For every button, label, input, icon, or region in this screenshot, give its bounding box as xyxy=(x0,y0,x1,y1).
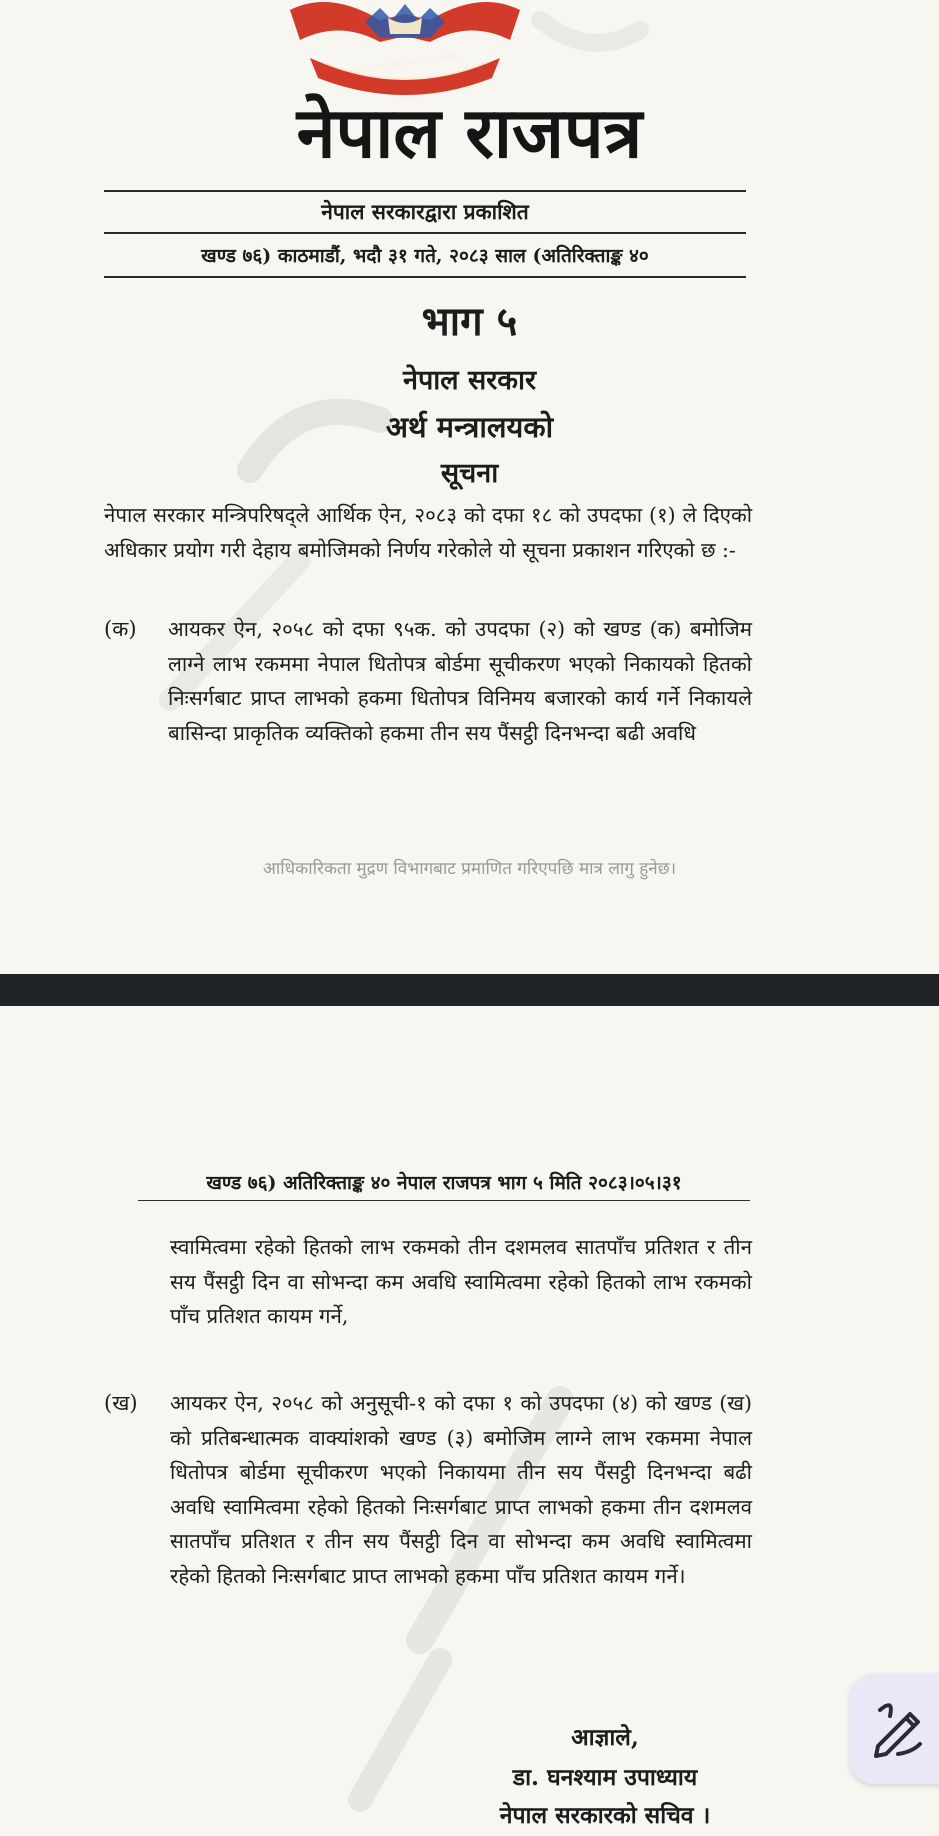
publisher-line: नेपाल सरकारद्वारा प्रकाशित xyxy=(321,199,529,224)
rule-bottom xyxy=(104,276,746,278)
edit-fab-button[interactable] xyxy=(850,1674,939,1784)
signatory-title: नेपाल सरकारको सचिव । xyxy=(499,1802,711,1829)
intro-paragraph: नेपाल सरकार मन्त्रिपरिषद्ले आर्थिक ऐन, २०८३ को दफा १८ को उपदफा (१) ले दिएको अधिकार प्रयोग गरी देहाय बमोजिमको निर्णय गरेकोले यो सूचना प्रकाशन गरिएको छ :- xyxy=(104,503,752,562)
gazette-title: नेपाल राजपत्र xyxy=(296,92,643,174)
part-heading: भाग ५ xyxy=(421,298,518,345)
rule-top xyxy=(104,190,746,192)
government-heading: नेपाल सरकार xyxy=(402,365,537,396)
item-a-marker: (क) xyxy=(104,617,137,641)
signature-order: आज्ञाले, xyxy=(571,1724,639,1751)
ministry-heading: अर्थ मन्त्रालयको xyxy=(385,410,554,444)
signatory-name: डा. घनश्याम उपाध्याय xyxy=(512,1764,698,1791)
edit-pencil-icon xyxy=(850,1674,939,1784)
page2-header-rule xyxy=(138,1200,750,1201)
nepal-emblem xyxy=(270,0,540,96)
emblem-ribbon-text: जननी जन्मभूमिश्च स्वर्गादपि गरीयसी xyxy=(351,52,458,75)
item-b-paragraph: आयकर ऐन, २०५८ को अनुसूची-१ को दफा १ को उपदफा (४) को खण्ड (ख) को प्रतिबन्धात्मक वाक्यांशको खण्ड (३) बमोजिम लाग्ने लाभ रकममा नेपाल धितोपत्र बोर्डमा सूचीकरण भएको निकायमा तीन सय पैंसट्ठी दिनभन्दा बढी अवधि स्वामित्वमा रहेको हितको निःसर्गबाट प्राप्त लाभको हकमा तीन दशमलव सातपाँच प्रतिशत र तीन सय पैंसट्ठी दिन वा सोभन्दा कम अवधि स्वामित्वमा रहेको हितको निःसर्गबाट प्राप्त लाभको हकमा पाँच प्रतिशत कायम गर्ने। xyxy=(170,1391,752,1588)
item-a-paragraph: आयकर ऐन, २०५८ को दफा ९५क. को उपदफा (२) को खण्ड (क) बमोजिम लाग्ने लाभ रकममा नेपाल धितोपत्र बोर्डमा सूचीकरण भएको निकायको हितको निःसर्गबाट प्राप्त लाभको हकमा धितोपत्र विनिमय बजारको कार्य गर्ने निकायले बासिन्दा प्राकृतिक व्यक्तिको हकमा तीन सय पैंसट्ठी दिनभन्दा बढी अवधि xyxy=(168,617,752,745)
page-divider xyxy=(0,974,939,1006)
item-b-marker: (ख) xyxy=(104,1391,138,1415)
notice-heading: सूचना xyxy=(440,458,499,489)
item-a-continuation: स्वामित्वमा रहेको हितको लाभ रकमको तीन दशमलव सातपाँच प्रतिशत र तीन सय पैंसट्ठी दिन वा सोभन्दा कम अवधि स्वामित्वमा रहेको हितको लाभ रकमको पाँच प्रतिशत कायम गर्ने, xyxy=(170,1235,752,1329)
page2-running-header: खण्ड ७६) अतिरिक्ताङ्क ४० नेपाल राजपत्र भाग ५ मिति २०८३।०५।३१ xyxy=(206,1172,682,1194)
volume-line: खण्ड ७६) काठमाडौं, भदौ ३१ गते, २०८३ साल (अतिरिक्ताङ्क ४० xyxy=(201,245,649,267)
authenticity-footnote: आधिकारिकता मुद्रण विभागबाट प्रमाणित गरिएपछि मात्र लागु हुनेछ। xyxy=(262,859,677,879)
rule-middle xyxy=(104,232,746,234)
